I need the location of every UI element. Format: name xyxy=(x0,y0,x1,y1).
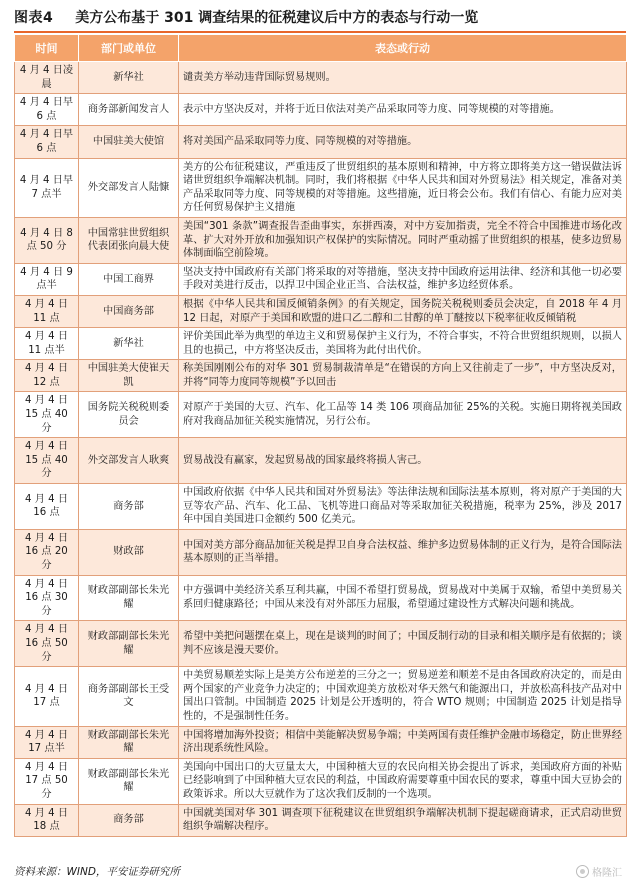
content-cell: 中国就美国对华 301 调查项下征税建议在世贸组织争端解决机制下提起磋商请求，正式启动世贸组织争端解决程序。 xyxy=(179,804,627,836)
content-cell: 谴责美方举动违背国际贸易规则。 xyxy=(179,62,627,94)
dept-cell: 财政部副部长朱光耀 xyxy=(79,621,179,667)
figure-label: 图表4 xyxy=(14,10,54,26)
content-cell: 贸易战没有赢家，发起贸易战的国家最终将损人害己。 xyxy=(179,438,627,484)
time-cell: 4 月 4 日 11 点 xyxy=(15,295,79,327)
dept-cell: 财政部副部长朱光耀 xyxy=(79,758,179,804)
table-row xyxy=(15,621,627,667)
watermark-logo-icon xyxy=(576,865,589,878)
time-cell: 4 月 4 日早 7 点半 xyxy=(15,158,79,217)
response-table xyxy=(14,34,627,837)
dept-cell: 外交部发言人陆慷 xyxy=(79,158,179,217)
content-cell: 坚决支持中国政府有关部门将采取的对等措施，坚决支持中国政府运用法律、经济和其他一切必要手段对美进行反击，以捍卫中国企业正当、合法权益，维护多边经贸体系。 xyxy=(179,263,627,295)
table-row xyxy=(15,758,627,804)
time-cell: 4 月 4 日 16 点 30 分 xyxy=(15,575,79,621)
dept-cell: 中国驻美大使馆 xyxy=(79,126,179,158)
time-cell: 4 月 4 日 15 点 40 分 xyxy=(15,392,79,438)
dept-cell: 中国驻美大使崔天凯 xyxy=(79,360,179,392)
dept-cell: 商务部副部长王受文 xyxy=(79,667,179,726)
time-cell: 4 月 4 日 8 点 50 分 xyxy=(15,217,79,263)
table-row xyxy=(15,726,627,758)
dept-cell: 财政部副部长朱光耀 xyxy=(79,575,179,621)
time-cell: 4 月 4 日 17 点 50 分 xyxy=(15,758,79,804)
content-cell: 中国对美方部分商品加征关税是捍卫自身合法权益、维护多边贸易体制的正义行为，是符合国际法基本原则的正当举措。 xyxy=(179,529,627,575)
table-row xyxy=(15,484,627,530)
table-row xyxy=(15,263,627,295)
content-cell: 中方强调中美经济关系互利共赢，中国不希望打贸易战，贸易战对中美属于双输，希望中美贸易关系回归健康路径；中国从来没有对外部压力屈服，希望通过建设性方式解决问题和挑战。 xyxy=(179,575,627,621)
time-cell: 4 月 4 日 16 点 20 分 xyxy=(15,529,79,575)
table-row xyxy=(15,295,627,327)
time-cell: 4 月 4 日早 6 点 xyxy=(15,126,79,158)
header-dept: 部门或单位 xyxy=(79,35,179,62)
table-body xyxy=(15,62,627,837)
dept-cell: 商务部新闻发言人 xyxy=(79,94,179,126)
content-cell: 对原产于美国的大豆、汽车、化工品等 14 类 106 项商品加征 25%的关税。实施日期将视美国政府对我商品加征关税实施情况，另行公布。 xyxy=(179,392,627,438)
dept-cell: 中国工商界 xyxy=(79,263,179,295)
content-cell: 美国“301 条款”调查报告歪曲事实，东拼西凑，对中方妄加指责，完全不符合中国推进市场化改革、扩大对外开放和加强知识产权保护的实际情况。同时严重动摇了世贸组织的根基，使多边贸易体制面临空前险境。 xyxy=(179,217,627,263)
content-cell: 中美贸易顺差实际上是美方公布逆差的三分之一；贸易逆差和顺差不是由各国政府决定的，而是由两个国家的产业竞争力决定的；中国欢迎美方放松对华天然气和能源出口，并放松高科技产品对中国出口管制。中国制造 2025 计划是公开透明的，符合 WTO 规则；中国制造 2025 计划是指导性的，不是强制性任务。 xyxy=(179,667,627,726)
dept-cell: 新华社 xyxy=(79,62,179,94)
time-cell: 4 月 4 日 16 点 xyxy=(15,484,79,530)
time-cell: 4 月 4 日 15 点 40 分 xyxy=(15,438,79,484)
header-content: 表态或行动 xyxy=(179,35,627,62)
table-row xyxy=(15,94,627,126)
table-row xyxy=(15,392,627,438)
time-cell: 4 月 4 日 16 点 50 分 xyxy=(15,621,79,667)
content-cell: 美国向中国出口的大豆量太大，中国种植大豆的农民向相关协会提出了诉求，美国政府方面的补贴已经影响到了中国种植大豆农民的利益，中国政府需要尊重中国农民的要求，尊重中国大豆协会的政策诉求。所以大豆就作为了这次我们反制的一个选项。 xyxy=(179,758,627,804)
watermark-text: 格隆汇 xyxy=(592,868,622,879)
figure-title: 美方公布基于 301 调查结果的征税建议后中方的表态与行动一览 xyxy=(75,10,479,26)
content-cell: 评价美国此举为典型的单边主义和贸易保护主义行为，不符合事实，不符合世贸组织规则，以损人且的也损己，中方将坚决反击，美国将为此付出代价。 xyxy=(179,328,627,360)
source-note: 资料来源：WIND，平安证券研究所 xyxy=(14,866,180,878)
time-cell: 4 月 4 日 17 点 xyxy=(15,667,79,726)
content-cell: 中国将增加海外投资；相信中美能解决贸易争端；中美两国有责任维护金融市场稳定，防止世界经济出现系统性风险。 xyxy=(179,726,627,758)
time-cell: 4 月 4 日早 6 点 xyxy=(15,94,79,126)
dept-cell: 中国商务部 xyxy=(79,295,179,327)
content-cell: 根据《中华人民共和国反倾销条例》的有关规定，国务院关税税则委员会决定，自 2018 年 4 月 12 日起，对原产于美国和欧盟的进口乙二醇和二甘醇的单丁醚按以下税率征收反倾销税 xyxy=(179,295,627,327)
dept-cell: 财政部 xyxy=(79,529,179,575)
dept-cell: 商务部 xyxy=(79,484,179,530)
header-time: 时间 xyxy=(15,35,79,62)
table-row xyxy=(15,804,627,836)
dept-cell: 商务部 xyxy=(79,804,179,836)
title-divider xyxy=(14,31,626,33)
table-row xyxy=(15,529,627,575)
time-cell: 4 月 4 日 17 点半 xyxy=(15,726,79,758)
dept-cell: 新华社 xyxy=(79,328,179,360)
content-cell: 希望中美把问题摆在桌上，现在是谈判的时间了；中国反制行动的目录和相关顺序是有依据的；谈判不应该是漫天要价。 xyxy=(179,621,627,667)
table-row xyxy=(15,328,627,360)
watermark xyxy=(576,864,622,879)
table-row xyxy=(15,667,627,726)
time-cell: 4 月 4 日 12 点 xyxy=(15,360,79,392)
table-row xyxy=(15,438,627,484)
time-cell: 4 月 4 日 18 点 xyxy=(15,804,79,836)
table-row xyxy=(15,62,627,94)
time-cell: 4 月 4 日 9 点半 xyxy=(15,263,79,295)
table-row xyxy=(15,575,627,621)
content-cell: 将对美国产品采取同等力度、同等规模的对等措施。 xyxy=(179,126,627,158)
dept-cell: 国务院关税税则委员会 xyxy=(79,392,179,438)
content-cell: 表示中方坚决反对，并将于近日依法对美产品采取同等力度、同等规模的对等措施。 xyxy=(179,94,627,126)
content-cell: 称美国刚刚公布的对华 301 贸易制裁清单是“在错误的方向上又往前走了一步”，中方坚决反对，并将“同等力度同等规模”予以回击 xyxy=(179,360,627,392)
table-row xyxy=(15,217,627,263)
table-row xyxy=(15,158,627,217)
figure-title-bar xyxy=(14,6,626,28)
time-cell: 4 月 4 日凌晨 xyxy=(15,62,79,94)
table-header-row xyxy=(15,35,627,62)
dept-cell: 财政部副部长朱光耀 xyxy=(79,726,179,758)
dept-cell: 外交部发言人耿爽 xyxy=(79,438,179,484)
time-cell: 4 月 4 日 11 点半 xyxy=(15,328,79,360)
table-row xyxy=(15,126,627,158)
content-cell: 中国政府依据《中华人民共和国对外贸易法》等法律法规和国际法基本原则，将对原产于美国的大豆等农产品、汽车、化工品、飞机等进口商品对等采取加征关税措施，税率为 25%，涉及 2017 年中国自美国进口金额约 500 亿美元。 xyxy=(179,484,627,530)
table-row xyxy=(15,360,627,392)
content-cell: 美方的公布征税建议，严重违反了世贸组织的基本原则和精神，中方将立即将美方这一错误做法诉诸世贸组织争端解决机制。同时，我们将根据《中华人民共和国对外贸易法》相关规定，准备对美产品采取同等力度、同等规模的对等措施。这些措施，近日将会公布。我们有信心、有能力应对美方任何贸易保护主义措施 xyxy=(179,158,627,217)
dept-cell: 中国常驻世贸组织代表团张向晨大使 xyxy=(79,217,179,263)
